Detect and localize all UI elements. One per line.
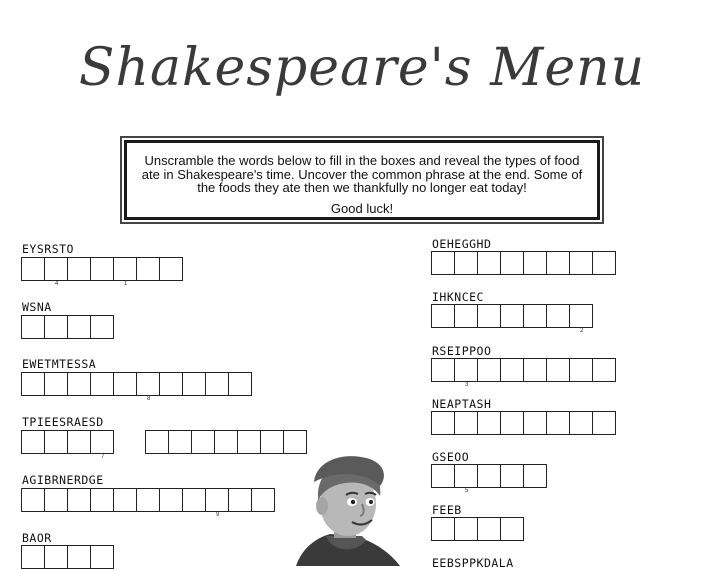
letter-box[interactable]	[477, 517, 501, 541]
letter-box[interactable]	[546, 411, 570, 435]
letter-box[interactable]	[523, 464, 547, 488]
letter-box[interactable]	[44, 545, 68, 569]
scrambled-word: WSNA	[22, 300, 52, 314]
letter-box[interactable]	[592, 411, 616, 435]
letter-box[interactable]	[546, 251, 570, 275]
scrambled-word: AGIBRNERDGE	[22, 473, 104, 487]
clue-number: 1	[124, 281, 128, 287]
answer-boxes[interactable]	[431, 464, 546, 494]
letter-box[interactable]	[431, 358, 455, 382]
shakespeare-character-illustration	[296, 452, 400, 566]
letter-box[interactable]	[592, 251, 616, 275]
letter-box[interactable]	[214, 430, 238, 454]
letter-box[interactable]	[546, 358, 570, 382]
letter-box[interactable]	[431, 464, 455, 488]
scrambled-word: EYSRSTO	[22, 242, 74, 256]
letter-box[interactable]	[283, 430, 307, 454]
letter-box[interactable]	[454, 517, 478, 541]
letter-box[interactable]	[500, 251, 524, 275]
letter-box[interactable]	[90, 372, 114, 396]
letter-box[interactable]	[431, 251, 455, 275]
letter-box[interactable]	[90, 257, 114, 281]
letter-box[interactable]	[21, 430, 45, 454]
letter-box[interactable]	[21, 545, 45, 569]
letter-box[interactable]	[159, 488, 183, 512]
letter-box[interactable]	[159, 257, 183, 281]
letter-box[interactable]	[136, 372, 160, 402]
scrambled-word: RSEIPPOO	[432, 344, 492, 358]
letter-box[interactable]	[477, 304, 501, 328]
instructions-text: Unscramble the words below to fill in the boxes and reveal the types of food ate in Shakespeare's time. Uncover the common phrase at the end. Some of the foods they ate then we thankfully no longer eat today!	[141, 153, 583, 195]
letter-box[interactable]	[182, 372, 206, 396]
letter-box[interactable]	[477, 411, 501, 435]
letter-box[interactable]	[67, 488, 91, 512]
letter-box[interactable]	[159, 372, 183, 396]
letter-box[interactable]	[260, 430, 284, 454]
letter-box[interactable]	[21, 488, 45, 512]
letter-box[interactable]	[44, 372, 68, 396]
letter-box[interactable]	[569, 251, 593, 275]
scrambled-word: FEEB	[432, 503, 462, 517]
letter-box[interactable]	[113, 257, 137, 287]
answer-boxes[interactable]	[431, 304, 592, 334]
answer-boxes[interactable]	[21, 430, 113, 460]
scrambled-word: GSEOO	[432, 450, 470, 464]
answer-boxes[interactable]	[21, 257, 182, 287]
clue-number: 4	[55, 281, 59, 287]
answer-boxes[interactable]	[431, 411, 615, 435]
letter-box[interactable]	[90, 430, 114, 460]
letter-box[interactable]	[145, 430, 169, 454]
answer-boxes[interactable]	[21, 315, 113, 339]
letter-box[interactable]	[191, 430, 215, 454]
letter-box[interactable]	[90, 315, 114, 339]
letter-box[interactable]	[569, 304, 593, 334]
letter-box[interactable]	[168, 430, 192, 454]
letter-box[interactable]	[44, 315, 68, 339]
letter-box[interactable]	[500, 464, 524, 488]
letter-box[interactable]	[182, 488, 206, 512]
letter-box[interactable]	[44, 257, 68, 287]
scrambled-word: EEBSPPKDALA	[432, 556, 514, 570]
answer-boxes[interactable]	[21, 545, 113, 569]
letter-box[interactable]	[454, 304, 478, 328]
clue-number: 9	[216, 512, 220, 518]
letter-box[interactable]	[113, 488, 137, 512]
letter-box[interactable]	[205, 372, 229, 396]
letter-box[interactable]	[67, 315, 91, 339]
clue-number: 7	[101, 454, 105, 460]
scrambled-word: OEHEGGHD	[432, 237, 492, 251]
scrambled-word: TPIEESRAESD	[22, 415, 104, 429]
letter-box[interactable]	[205, 488, 229, 518]
answer-boxes[interactable]	[145, 430, 306, 454]
letter-box[interactable]	[90, 545, 114, 569]
letter-box[interactable]	[523, 358, 547, 382]
letter-box[interactable]	[21, 257, 45, 281]
clue-number: 3	[465, 382, 469, 388]
answer-boxes[interactable]	[431, 517, 523, 541]
scrambled-word: IHKNCEC	[432, 290, 484, 304]
letter-box[interactable]	[500, 358, 524, 382]
letter-box[interactable]	[431, 304, 455, 328]
clue-number: 5	[465, 488, 469, 494]
letter-box[interactable]	[454, 411, 478, 435]
letter-box[interactable]	[454, 358, 478, 388]
letter-box[interactable]	[136, 488, 160, 512]
scrambled-word: EWETMTESSA	[22, 357, 97, 371]
letter-box[interactable]	[569, 358, 593, 382]
letter-box[interactable]	[228, 488, 252, 512]
letter-box[interactable]	[44, 488, 68, 512]
letter-box[interactable]	[592, 358, 616, 382]
letter-box[interactable]	[21, 315, 45, 339]
letter-box[interactable]	[454, 464, 478, 494]
letter-box[interactable]	[113, 372, 137, 396]
letter-box[interactable]	[500, 517, 524, 541]
letter-box[interactable]	[569, 411, 593, 435]
instructions-box	[124, 140, 600, 220]
letter-box[interactable]	[454, 251, 478, 275]
letter-box[interactable]	[67, 372, 91, 396]
page-title: Shakespeare's Menu	[78, 38, 646, 98]
letter-box[interactable]	[523, 304, 547, 328]
scrambled-word: NEAPTASH	[432, 397, 492, 411]
clue-number: 8	[147, 396, 151, 402]
letter-box[interactable]	[21, 372, 45, 396]
letter-box[interactable]	[500, 304, 524, 328]
answer-boxes[interactable]	[431, 251, 615, 275]
letter-box[interactable]	[431, 517, 455, 541]
letter-box[interactable]	[477, 464, 501, 488]
clue-number: 2	[580, 328, 584, 334]
letter-box[interactable]	[477, 251, 501, 275]
answer-boxes[interactable]	[21, 488, 274, 518]
answer-boxes[interactable]	[21, 372, 251, 402]
letter-box[interactable]	[67, 545, 91, 569]
letter-box[interactable]	[431, 411, 455, 435]
letter-box[interactable]	[500, 411, 524, 435]
letter-box[interactable]	[237, 430, 261, 454]
letter-box[interactable]	[136, 257, 160, 281]
letter-box[interactable]	[546, 304, 570, 328]
letter-box[interactable]	[477, 358, 501, 382]
letter-box[interactable]	[90, 488, 114, 512]
scrambled-word: BAOR	[22, 531, 52, 545]
answer-boxes[interactable]	[431, 358, 615, 388]
letter-box[interactable]	[251, 488, 275, 512]
letter-box[interactable]	[228, 372, 252, 396]
letter-box[interactable]	[523, 251, 547, 275]
letter-box[interactable]	[523, 411, 547, 435]
letter-box[interactable]	[67, 430, 91, 454]
letter-box[interactable]	[44, 430, 68, 454]
good-luck-text: Good luck!	[330, 200, 394, 216]
letter-box[interactable]	[67, 257, 91, 281]
